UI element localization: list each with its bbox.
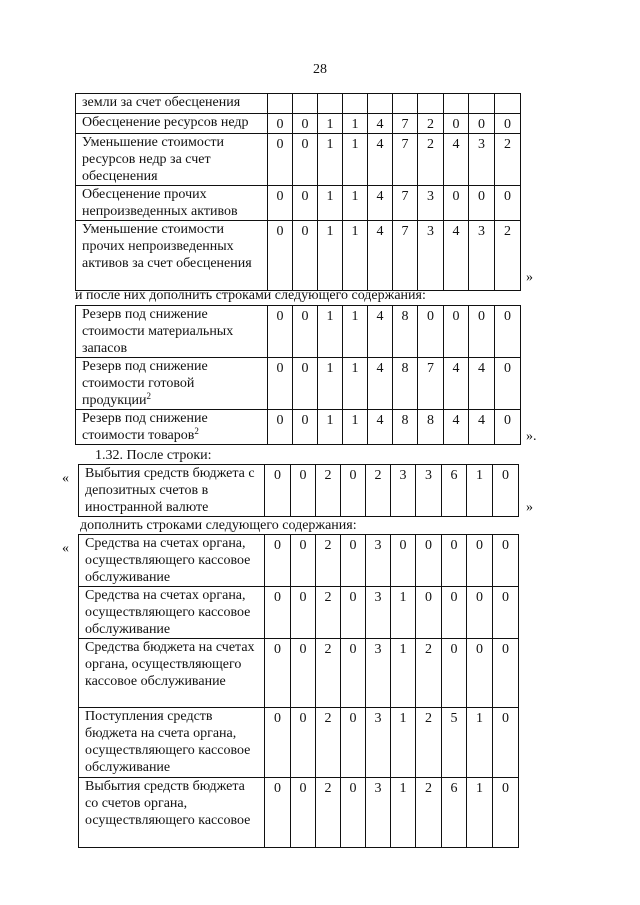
table-row bbox=[76, 358, 521, 410]
table-row bbox=[79, 535, 519, 587]
code-digit: 4 bbox=[368, 358, 393, 410]
row-label: Резерв под снижение стоимости товаров$^2$ bbox=[76, 410, 268, 445]
table-row bbox=[79, 778, 519, 848]
code-digit: 0 bbox=[291, 535, 316, 587]
code-digit: 4 bbox=[368, 306, 393, 358]
code-digit: 3 bbox=[418, 186, 444, 221]
code-digit: 0 bbox=[291, 708, 316, 778]
codes-table-2 bbox=[75, 305, 521, 445]
code-digit: 7 bbox=[393, 134, 418, 186]
table-row bbox=[76, 306, 521, 358]
code-digit: 0 bbox=[293, 410, 318, 445]
row-label: Уменьшение стоимости прочих непроизведенных активов за счет обесценения bbox=[76, 221, 268, 291]
code-digit: 3 bbox=[366, 778, 391, 848]
row-label: Средства бюджета на счетах органа, осуществляющего кассовое обслуживание bbox=[79, 639, 265, 708]
code-digit: 4 bbox=[444, 221, 469, 291]
code-digit: 1 bbox=[343, 134, 368, 186]
code-digit: 3 bbox=[366, 587, 391, 639]
row-label: Выбытия средств бюджета с депозитных счетов в иностранной валюте bbox=[79, 465, 265, 517]
code-digit: 0 bbox=[291, 465, 316, 517]
section-heading: 1.32. После строки: bbox=[95, 448, 212, 463]
code-digit bbox=[318, 94, 343, 114]
code-digit: 0 bbox=[265, 639, 291, 708]
code-digit: 4 bbox=[368, 410, 393, 445]
code-digit: 0 bbox=[444, 186, 469, 221]
code-digit: 0 bbox=[293, 221, 318, 291]
code-digit: 0 bbox=[416, 587, 442, 639]
table-row bbox=[79, 587, 519, 639]
code-digit: 0 bbox=[416, 535, 442, 587]
codes-table-1 bbox=[75, 93, 521, 291]
code-digit: 2 bbox=[418, 114, 444, 134]
close-quote: » bbox=[526, 500, 533, 515]
code-digit: 0 bbox=[442, 587, 467, 639]
code-digit: 4 bbox=[469, 410, 495, 445]
code-digit: 0 bbox=[293, 358, 318, 410]
row-label: Средства на счетах органа, осуществляющего кассовое обслуживание bbox=[79, 587, 265, 639]
row-label: Выбытия средств бюджета со счетов органа, осуществляющего кассовое bbox=[79, 778, 265, 848]
code-digit: 6 bbox=[442, 465, 467, 517]
code-digit: 2 bbox=[416, 639, 442, 708]
code-digit: 1 bbox=[391, 639, 416, 708]
row-label: земли за счет обесценения bbox=[76, 94, 268, 114]
code-digit bbox=[293, 94, 318, 114]
code-digit: 1 bbox=[318, 306, 343, 358]
code-digit: 0 bbox=[341, 778, 366, 848]
code-digit: 1 bbox=[343, 410, 368, 445]
code-digit: 0 bbox=[495, 114, 521, 134]
code-digit: 0 bbox=[442, 535, 467, 587]
code-digit: 0 bbox=[493, 708, 519, 778]
close-quote: » bbox=[526, 270, 533, 285]
code-digit: 8 bbox=[393, 306, 418, 358]
code-digit: 2 bbox=[316, 778, 341, 848]
code-digit: 1 bbox=[343, 358, 368, 410]
code-digit: 3 bbox=[469, 134, 495, 186]
code-digit: 0 bbox=[391, 535, 416, 587]
code-digit: 0 bbox=[268, 306, 293, 358]
code-digit: 1 bbox=[391, 708, 416, 778]
row-label: Поступления средств бюджета на счета органа, осуществляющего кассовое обслуживание bbox=[79, 708, 265, 778]
code-digit: 1 bbox=[318, 134, 343, 186]
code-digit: 0 bbox=[495, 186, 521, 221]
table-row bbox=[79, 465, 519, 517]
code-digit: 3 bbox=[469, 221, 495, 291]
code-digit: 0 bbox=[341, 708, 366, 778]
code-digit: 4 bbox=[368, 221, 393, 291]
code-digit: 3 bbox=[418, 221, 444, 291]
code-digit: 4 bbox=[444, 410, 469, 445]
code-digit: 2 bbox=[416, 708, 442, 778]
table-row bbox=[76, 114, 521, 134]
code-digit bbox=[268, 94, 293, 114]
code-digit bbox=[469, 94, 495, 114]
code-digit: 0 bbox=[467, 587, 493, 639]
code-digit: 8 bbox=[418, 410, 444, 445]
code-digit bbox=[393, 94, 418, 114]
table-row bbox=[76, 94, 521, 114]
code-digit: 2 bbox=[316, 587, 341, 639]
row-label: Обесценение прочих непроизведенных активов bbox=[76, 186, 268, 221]
code-digit: 0 bbox=[495, 410, 521, 445]
code-digit: 0 bbox=[469, 114, 495, 134]
row-label: Обесценение ресурсов недр bbox=[76, 114, 268, 134]
code-digit: 5 bbox=[442, 708, 467, 778]
code-digit bbox=[418, 94, 444, 114]
code-digit: 0 bbox=[291, 639, 316, 708]
code-digit: 0 bbox=[265, 708, 291, 778]
footnote-mark: 2 bbox=[194, 426, 199, 436]
code-digit: 8 bbox=[393, 358, 418, 410]
code-digit: 0 bbox=[341, 465, 366, 517]
code-digit: 1 bbox=[343, 114, 368, 134]
code-digit: 4 bbox=[368, 114, 393, 134]
code-digit: 0 bbox=[444, 114, 469, 134]
code-digit: 1 bbox=[343, 306, 368, 358]
code-digit: 4 bbox=[444, 134, 469, 186]
code-digit: 0 bbox=[341, 639, 366, 708]
code-digit: 2 bbox=[495, 221, 521, 291]
code-digit: 0 bbox=[265, 778, 291, 848]
code-digit: 0 bbox=[341, 587, 366, 639]
table-row bbox=[79, 639, 519, 708]
code-digit: 2 bbox=[366, 465, 391, 517]
code-digit bbox=[444, 94, 469, 114]
code-digit: 4 bbox=[444, 358, 469, 410]
code-digit: 0 bbox=[265, 535, 291, 587]
open-quote: « bbox=[62, 471, 69, 486]
code-digit: 0 bbox=[467, 639, 493, 708]
code-digit: 2 bbox=[316, 465, 341, 517]
code-digit: 1 bbox=[343, 221, 368, 291]
code-digit: 0 bbox=[293, 186, 318, 221]
code-digit: 0 bbox=[341, 535, 366, 587]
footnote-mark: 2 bbox=[146, 391, 151, 401]
code-digit: 6 bbox=[442, 778, 467, 848]
code-digit: 0 bbox=[493, 639, 519, 708]
code-digit: 0 bbox=[265, 465, 291, 517]
table-row bbox=[76, 134, 521, 186]
row-label: Уменьшение стоимости ресурсов недр за счет обесценения bbox=[76, 134, 268, 186]
code-digit: 0 bbox=[293, 114, 318, 134]
code-digit: 0 bbox=[293, 134, 318, 186]
code-digit: 1 bbox=[467, 465, 493, 517]
code-digit: 1 bbox=[467, 708, 493, 778]
code-digit: 4 bbox=[368, 134, 393, 186]
code-digit: 2 bbox=[316, 708, 341, 778]
code-digit: 3 bbox=[366, 535, 391, 587]
code-digit: 0 bbox=[442, 639, 467, 708]
code-digit: 0 bbox=[268, 358, 293, 410]
code-digit: 0 bbox=[268, 221, 293, 291]
code-digit: 2 bbox=[418, 134, 444, 186]
code-digit: 7 bbox=[393, 114, 418, 134]
code-digit: 7 bbox=[393, 186, 418, 221]
code-digit: 3 bbox=[416, 465, 442, 517]
amendment-text: дополнить строками следующего содержания: bbox=[80, 518, 357, 533]
close-quote: ». bbox=[526, 429, 537, 444]
code-digit: 0 bbox=[418, 306, 444, 358]
code-digit: 7 bbox=[418, 358, 444, 410]
codes-table-4 bbox=[78, 534, 519, 848]
code-digit: 2 bbox=[316, 639, 341, 708]
code-digit: 0 bbox=[291, 587, 316, 639]
code-digit: 0 bbox=[293, 306, 318, 358]
row-label: Резерв под снижение стоимости готовой продукции$^2$ bbox=[76, 358, 268, 410]
code-digit: 1 bbox=[318, 410, 343, 445]
code-digit: 0 bbox=[493, 535, 519, 587]
code-digit: 0 bbox=[469, 306, 495, 358]
row-label: Резерв под снижение стоимости материальных запасов bbox=[76, 306, 268, 358]
table-row bbox=[76, 186, 521, 221]
code-digit: 4 bbox=[469, 358, 495, 410]
code-digit: 8 bbox=[393, 410, 418, 445]
code-digit: 0 bbox=[268, 114, 293, 134]
code-digit: 0 bbox=[493, 587, 519, 639]
open-quote: « bbox=[62, 541, 69, 556]
code-digit bbox=[368, 94, 393, 114]
code-digit: 0 bbox=[495, 358, 521, 410]
code-digit: 1 bbox=[318, 221, 343, 291]
code-digit: 2 bbox=[495, 134, 521, 186]
code-digit: 2 bbox=[416, 778, 442, 848]
table-row bbox=[79, 708, 519, 778]
code-digit: 0 bbox=[265, 587, 291, 639]
table-row bbox=[76, 410, 521, 445]
code-digit: 0 bbox=[444, 306, 469, 358]
code-digit: 3 bbox=[391, 465, 416, 517]
code-digit: 4 bbox=[368, 186, 393, 221]
code-digit: 1 bbox=[343, 186, 368, 221]
code-digit: 0 bbox=[493, 465, 519, 517]
code-digit: 0 bbox=[469, 186, 495, 221]
code-digit: 0 bbox=[268, 410, 293, 445]
code-digit: 2 bbox=[316, 535, 341, 587]
code-digit: 3 bbox=[366, 708, 391, 778]
code-digit: 3 bbox=[366, 639, 391, 708]
code-digit: 0 bbox=[268, 186, 293, 221]
code-digit: 0 bbox=[291, 778, 316, 848]
code-digit: 0 bbox=[268, 134, 293, 186]
table-row bbox=[76, 221, 521, 291]
code-digit: 7 bbox=[393, 221, 418, 291]
code-digit bbox=[343, 94, 368, 114]
page-number: 28 bbox=[313, 62, 327, 77]
code-digit: 1 bbox=[391, 778, 416, 848]
code-digit: 0 bbox=[493, 778, 519, 848]
code-digit: 1 bbox=[318, 114, 343, 134]
code-digit: 1 bbox=[318, 358, 343, 410]
code-digit: 1 bbox=[318, 186, 343, 221]
code-digit: 0 bbox=[467, 535, 493, 587]
code-digit: 1 bbox=[467, 778, 493, 848]
code-digit: 0 bbox=[495, 306, 521, 358]
code-digit: 1 bbox=[391, 587, 416, 639]
code-digit bbox=[495, 94, 521, 114]
codes-table-3 bbox=[78, 464, 519, 517]
row-label: Средства на счетах органа, осуществляющего кассовое обслуживание bbox=[79, 535, 265, 587]
amendment-text: и после них дополнить строками следующего содержания: bbox=[75, 288, 426, 303]
